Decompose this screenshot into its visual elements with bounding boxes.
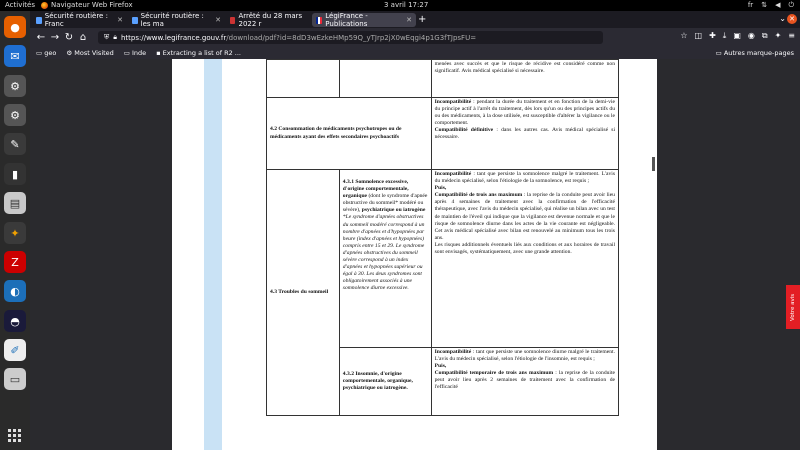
tab-securite-routiere-2[interactable] xyxy=(128,13,225,27)
bookmark-label: Extracting a list of R2 ... xyxy=(162,49,241,57)
bookmark-most-visited[interactable]: ⚙ Most Visited xyxy=(66,49,114,57)
bird-icon[interactable]: ✦ xyxy=(4,222,26,244)
tab-bar xyxy=(30,11,800,28)
section-title: 4.2 Consommation de médicaments psychotropes ou de médicaments ayant des effets secondaires psychoactifs xyxy=(270,126,402,140)
app-grid-icon[interactable] xyxy=(8,429,21,442)
bookmarks-toolbar xyxy=(30,47,800,59)
table-cell xyxy=(431,98,618,170)
table-cell xyxy=(267,60,340,98)
firefox-icon[interactable]: ● xyxy=(4,16,26,38)
reader-icon[interactable]: ▣ xyxy=(733,31,741,40)
terminal-icon[interactable]: ▮ xyxy=(4,163,26,185)
lock-icon[interactable]: 🔒︎ xyxy=(113,33,117,41)
app-menu[interactable] xyxy=(41,0,133,11)
thunderbird-icon[interactable]: ✉ xyxy=(4,45,26,67)
tools-icon[interactable]: ✎ xyxy=(4,133,26,155)
incompatibility-label: Incompatibilité xyxy=(434,99,472,105)
bookmark-label: Most Visited xyxy=(74,49,114,57)
url-bar[interactable] xyxy=(98,31,603,44)
dock xyxy=(0,11,30,450)
extension-icon[interactable]: ✚ xyxy=(709,31,716,40)
pdf-page xyxy=(172,59,657,450)
other-bookmarks[interactable]: ▭ Autres marque-pages xyxy=(715,49,794,57)
cell-text: : la reprise de la conduite peut avoir lieu après 4 semaines de traitement avec la confirmation de l'efficacité thérapeutique, avec l'avis du médecin spécialisé, qui réalise un bilan avec un test de maintien de l'éveil qui indique que la vigilance est devenue normale et que le risque de somnolence diurne dans les actes de la vie courante est négligeable. Cet avis médical spécialisé avec bilan est renouvelé au minimum tous les trois ans. xyxy=(434,192,615,241)
site-favicon-icon xyxy=(36,17,42,24)
home-icon[interactable]: ⌂ xyxy=(79,32,87,43)
cell-text: (dont le syndrome d'apnée obstructive du sommeil* modéré ou sévère), xyxy=(342,193,428,214)
table-cell xyxy=(431,60,618,98)
subsection-title: 4.3.1 Somnolence excessive, d'origine comportementale, organique xyxy=(342,179,409,200)
cell-text: : pendant la durée du traitement et en fonction de la demi-vie du principe actif à l'arrêt du traitement, dès lors qu'un ou des principes actifs du ou des médicaments, à la dose utilisée, est susceptible d'altérer la vigilance ou le comportement. xyxy=(434,99,615,127)
back-icon[interactable]: ← xyxy=(36,32,46,43)
table-cell xyxy=(339,170,431,348)
compatibility-label: Compatibilité temporaire de trois ans maximum xyxy=(434,370,554,377)
bookmark-label: geo xyxy=(44,49,57,57)
cell-text: menées avec succès et que le risque de récidive est considéré comme non significatif. Avis médical spécialisé si nécessaire. xyxy=(434,61,615,75)
table-row xyxy=(267,98,619,170)
language-indicator[interactable]: fr xyxy=(747,1,754,9)
cell-text: : dans les autres cas. Avis médical spécialisé si nécessaire. xyxy=(434,127,615,141)
url-path: /download/pdf?id=8dD3wEzkeHMp59Q_yTJrp2jX0wEqgi4p1G3fTJpsFU= xyxy=(226,33,477,42)
url-host: https://www.legifrance.gouv.fr xyxy=(120,33,227,42)
new-tab-icon[interactable]: + xyxy=(418,14,427,25)
close-tab-icon[interactable]: ✕ xyxy=(215,16,221,24)
system-tray[interactable] xyxy=(748,0,794,11)
settings-icon[interactable]: ⚙ xyxy=(4,75,26,97)
app-name: Navigateur Web Firefox xyxy=(51,1,133,9)
tab-label: Sécurité routière : les ma xyxy=(140,12,204,28)
tab-label: LégiFrance - Publications xyxy=(325,12,368,28)
power-icon[interactable]: ⏻ xyxy=(788,1,794,9)
tab-arrete[interactable] xyxy=(226,13,321,27)
table-cell xyxy=(431,170,618,348)
app-icon-blue[interactable]: ◐ xyxy=(4,280,26,302)
feedback-button[interactable]: Votre avis xyxy=(786,285,800,329)
bookmark-inde[interactable]: ▭ Inde xyxy=(123,49,147,57)
bookmark-label: Inde xyxy=(132,49,147,57)
compatibility-label: Compatibilité de trois ans maximum xyxy=(434,192,523,199)
extensions-icon[interactable]: ⧉ xyxy=(761,31,768,40)
scrollbar-thumb[interactable] xyxy=(652,157,655,171)
incompatibility-label: Incompatibilité xyxy=(434,171,472,177)
bookmark-geo[interactable]: ▭ geo xyxy=(36,49,57,57)
toolbar-actions xyxy=(680,31,795,41)
table-cell xyxy=(431,348,618,416)
forward-icon[interactable]: → xyxy=(50,32,60,43)
table-cell xyxy=(339,60,431,98)
filezilla-icon[interactable]: Z xyxy=(4,251,26,273)
cell-text: Puis, xyxy=(434,185,447,192)
firefox-window xyxy=(30,11,800,450)
pocket-icon[interactable]: ◫ xyxy=(694,31,703,40)
cell-text: : tant que persiste la somnolence malgré le traitement. L'avis du médecin spécialisé, selon l'étiologie de la somnolence, est requis ; xyxy=(434,171,615,185)
close-tab-icon[interactable]: ✕ xyxy=(117,16,123,24)
activities-button[interactable]: Activités xyxy=(5,1,35,9)
list-tabs-icon[interactable]: ⌄ xyxy=(779,14,786,23)
menu-icon[interactable]: ≡ xyxy=(788,31,795,40)
section-title: 4.3 Troubles du sommeil xyxy=(270,288,329,295)
addon-icon[interactable]: ✦ xyxy=(774,31,782,40)
volume-icon[interactable]: ◀ xyxy=(775,1,781,9)
reload-icon[interactable]: ↻ xyxy=(64,32,74,43)
cell-text: Les risques additionnels éventuels liés aux conditions et aux horaires de travail sont envisagés, systématiquement, avec une grande attention. xyxy=(434,241,615,256)
cell-text: Puis, xyxy=(434,363,447,370)
tab-label: Sécurité routière : Franc xyxy=(44,12,108,28)
account-icon[interactable]: ◉ xyxy=(747,31,755,40)
subsection-title: 4.3.2 Insomnie, d'origine comportementale, organique, psychiatrique ou iatrogène. xyxy=(342,370,413,392)
close-tab-icon[interactable]: ✕ xyxy=(406,16,412,24)
firefox-icon xyxy=(41,2,48,9)
system-top-bar xyxy=(0,0,800,11)
navigation-toolbar xyxy=(30,28,800,47)
subsection-title: psychiatrique ou iatrogène xyxy=(361,207,426,214)
shield-icon[interactable]: ⛨ xyxy=(104,33,110,41)
footnote-text: *Le syndrome d'apnées obstructives du sommeil modéré correspond à un nombre d'apnées et d'hypopnées par heure (index d'apnées et hypopnées) compris entre 15 et 29. Le syndrome d'apnées obstructives du sommeil sévère correspond à un index d'apnées et hypopnées supérieur ou égal à 30. Les deux syndromes sont obligatoirement associés à une somnolence diurne excessive. xyxy=(342,214,425,292)
window-close-icon[interactable]: ✕ xyxy=(787,14,797,24)
site-favicon-icon xyxy=(230,17,235,24)
compatibility-label: Compatibilité définitive xyxy=(434,127,494,134)
window-icon[interactable]: ▭ xyxy=(4,368,26,390)
bookmark-label: Autres marque-pages xyxy=(723,49,794,57)
medical-table xyxy=(266,59,619,416)
table-cell xyxy=(339,348,431,416)
files-icon[interactable]: ▤ xyxy=(4,192,26,214)
tab-legifrance[interactable] xyxy=(312,13,416,27)
tab-securite-routiere-1[interactable] xyxy=(32,13,127,27)
bookmark-star-icon[interactable]: ☆ xyxy=(680,31,688,40)
table-cell xyxy=(267,98,432,170)
cell-text: : la reprise de la conduite peut avoir lieu après 2 semaines de traitement avec la confirmation de l'efficacité xyxy=(434,370,616,391)
pdf-viewer xyxy=(30,59,800,450)
bookmark-extracting[interactable]: ▪ Extracting a list of R2 ... xyxy=(156,49,241,57)
site-favicon-icon xyxy=(132,17,138,24)
table-cell xyxy=(267,170,340,416)
app-icon-dark[interactable]: ◓ xyxy=(4,310,26,332)
network-icon[interactable]: ⇅ xyxy=(761,1,768,9)
text-editor-icon[interactable]: ✐ xyxy=(4,339,26,361)
legifrance-favicon-icon xyxy=(316,17,322,24)
settings-icon-2[interactable]: ⚙ xyxy=(4,104,26,126)
table-row xyxy=(267,170,619,348)
page-margin-band xyxy=(204,59,222,450)
cell-text: : tant que persiste une somnolence diurne malgré le traitement. L'avis du médecin spécialisé, selon l'étiologie de l'insomnie, est requis ; xyxy=(434,349,615,363)
download-icon[interactable]: ⤓ xyxy=(722,31,727,40)
incompatibility-label: Incompatibilité xyxy=(434,349,472,355)
table-row xyxy=(267,60,619,98)
tab-label: Arrêté du 28 mars 2022 r xyxy=(238,12,303,28)
clock[interactable]: 3 avril 17:27 xyxy=(384,1,429,9)
